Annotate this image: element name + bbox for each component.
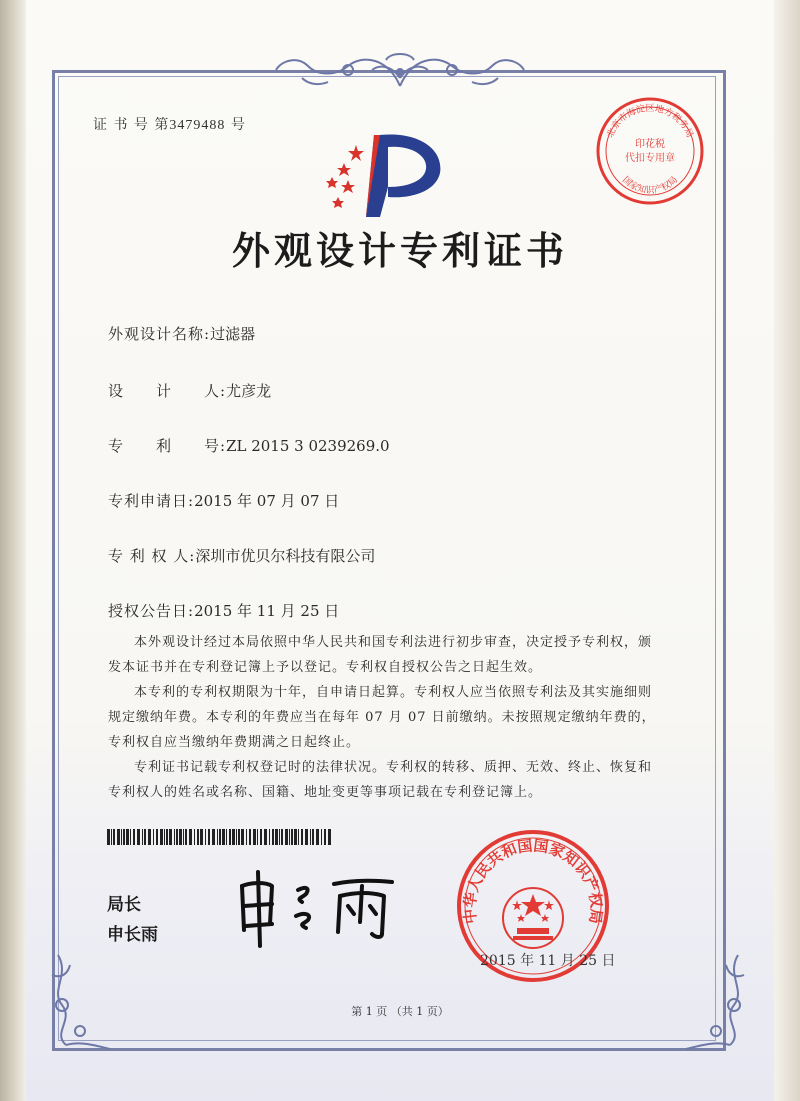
bottom-right-ornament — [676, 945, 756, 1055]
barcode-bar — [166, 829, 168, 845]
barcode-bar — [176, 829, 178, 845]
barcode-bar — [269, 829, 270, 845]
issue-date: 2015 年 11 月 25 日 — [480, 953, 616, 969]
barcode-bar — [179, 829, 182, 845]
bottom-left-ornament — [40, 945, 120, 1055]
barcode-bar — [294, 829, 297, 845]
barcode-bar — [321, 829, 322, 845]
barcode-bar — [222, 829, 225, 845]
barcode-bar — [289, 829, 290, 845]
field-patentee — [108, 545, 375, 566]
barcode-bar — [226, 829, 227, 845]
barcode-bar — [183, 829, 184, 845]
field-design-name — [108, 323, 255, 344]
barcode-bar — [272, 829, 274, 845]
barcode-bar — [310, 829, 311, 845]
barcode-bar — [130, 829, 131, 845]
barcode-bar — [241, 829, 244, 845]
barcode — [107, 829, 331, 845]
certificate-number-value: 3479488 — [169, 118, 226, 133]
body-paragraph-1: 本外观设计经过本局依照中华人民共和国专利法进行初步审查，决定授予专利权，颁发本证书并在专利登记簿上予以登记。专利权自授权公告之日起生效。 — [108, 635, 653, 675]
national-seal-outer-text: 中华人民共和国国家知识产权局 — [460, 836, 606, 925]
barcode-bar — [194, 829, 195, 845]
svg-text:北京市海淀区地方税务局 — [604, 102, 696, 139]
field-value: 深圳市优贝尔科技有限公司 — [195, 547, 376, 565]
field-designer — [108, 380, 271, 401]
tax-seal-line2: 代扣专用章 — [625, 153, 675, 164]
field-application-date — [108, 490, 339, 511]
barcode-bar — [174, 829, 175, 845]
certificate-number — [93, 114, 246, 134]
barcode-bar — [264, 829, 267, 845]
tax-seal-outer-text: 北京市海淀区地方税务局 — [605, 104, 695, 140]
barcode-bar — [113, 829, 115, 845]
director-title: 局长 — [107, 895, 141, 915]
barcode-bar — [324, 829, 326, 845]
barcode-bar — [236, 829, 237, 845]
field-value: 2015 年 11 月 25 日 — [194, 602, 340, 620]
svg-text:国家知识产权局 — [620, 174, 680, 196]
top-ornament — [268, 48, 532, 92]
barcode-bar — [200, 829, 203, 845]
barcode-bar — [217, 829, 218, 845]
tax-seal-line1: 印花税 — [635, 139, 665, 150]
field-patent-number — [108, 435, 390, 456]
barcode-bar — [257, 829, 258, 845]
barcode-bar — [189, 829, 192, 845]
barcode-bar — [246, 829, 247, 845]
field-label: 授权公告日: — [108, 602, 195, 620]
certificate-number-suffix: 号 — [230, 117, 246, 133]
barcode-bar — [156, 829, 158, 845]
barcode-bar — [305, 829, 308, 845]
barcode-bar — [281, 829, 283, 845]
barcode-bar — [249, 829, 251, 845]
barcode-bar — [253, 829, 256, 845]
barcode-bar — [298, 829, 299, 845]
certificate-title: 外观设计专利证书 — [231, 228, 568, 273]
barcode-bar — [117, 829, 120, 845]
barcode-bar — [148, 829, 151, 845]
barcode-bar — [144, 829, 146, 845]
tax-seal-bottom-text: 国家知识产权局 — [620, 175, 680, 196]
scan-edge-right — [774, 0, 800, 1101]
field-value: ZL 2015 3 0239269.0 — [226, 437, 390, 455]
barcode-bar — [133, 829, 135, 845]
barcode-bar — [285, 829, 288, 845]
barcode-bar — [123, 829, 125, 845]
barcode-bar — [312, 829, 314, 845]
barcode-bar — [238, 829, 240, 845]
barcode-bar — [160, 829, 163, 845]
barcode-bar — [121, 829, 122, 845]
barcode-bar — [205, 829, 206, 845]
barcode-bar — [212, 829, 215, 845]
page-number: 第 1 页 （共 1 页） — [351, 1005, 449, 1018]
certificate-number-label: 证 书 号 第 — [93, 117, 170, 133]
barcode-bar — [137, 829, 140, 845]
barcode-bar — [219, 829, 221, 845]
barcode-bar — [153, 829, 154, 845]
barcode-bar — [185, 829, 187, 845]
barcode-bar — [229, 829, 231, 845]
field-grant-date — [108, 600, 339, 621]
barcode-bar — [197, 829, 199, 845]
field-label: 专 利 权 人: — [108, 547, 196, 565]
barcode-bar — [107, 829, 110, 845]
barcode-bar — [142, 829, 143, 845]
field-label: 专利申请日: — [108, 492, 195, 510]
body-paragraph-2: 本专利的专利权期限为十年，自申请日起算。专利权人应当依照专利法及其实施细则规定缴纳年费。本专利的年费应当在每年 07 月 07 日前缴纳。未按照规定缴纳年费的，专利权自应当缴纳年费期满之日起终止。 — [108, 685, 656, 750]
field-label: 设 计 人: — [108, 382, 227, 400]
body-paragraph-3: 专利证书记载专利权登记时的法律状况。专利权的转移、质押、无效、终止、恢复和专利权人的姓名或名称、国籍、地址变更等事项记载在专利登记簿上。 — [108, 760, 653, 800]
barcode-bar — [232, 829, 235, 845]
patent-office-logo — [322, 127, 452, 222]
barcode-bar — [111, 829, 112, 845]
barcode-bar — [301, 829, 303, 845]
field-label: 专 利 号: — [108, 437, 227, 455]
barcode-bar — [328, 829, 331, 845]
barcode-bar — [208, 829, 210, 845]
barcode-bar — [291, 829, 293, 845]
certificate-body — [108, 630, 664, 805]
barcode-bar — [316, 829, 319, 845]
barcode-bar — [275, 829, 278, 845]
field-value: 尤彦龙 — [226, 382, 272, 400]
barcode-bar — [260, 829, 262, 845]
barcode-bar — [164, 829, 165, 845]
director-signature — [232, 868, 402, 948]
field-value: 2015 年 07 月 07 日 — [194, 492, 340, 510]
field-label: 外观设计名称: — [108, 325, 211, 343]
scan-edge-left — [0, 0, 26, 1101]
tax-stamp-seal — [594, 95, 706, 207]
barcode-bar — [169, 829, 172, 845]
field-value: 过滤器 — [210, 325, 256, 343]
director-name: 申长雨 — [107, 925, 158, 945]
barcode-bar — [279, 829, 280, 845]
barcode-bar — [126, 829, 129, 845]
